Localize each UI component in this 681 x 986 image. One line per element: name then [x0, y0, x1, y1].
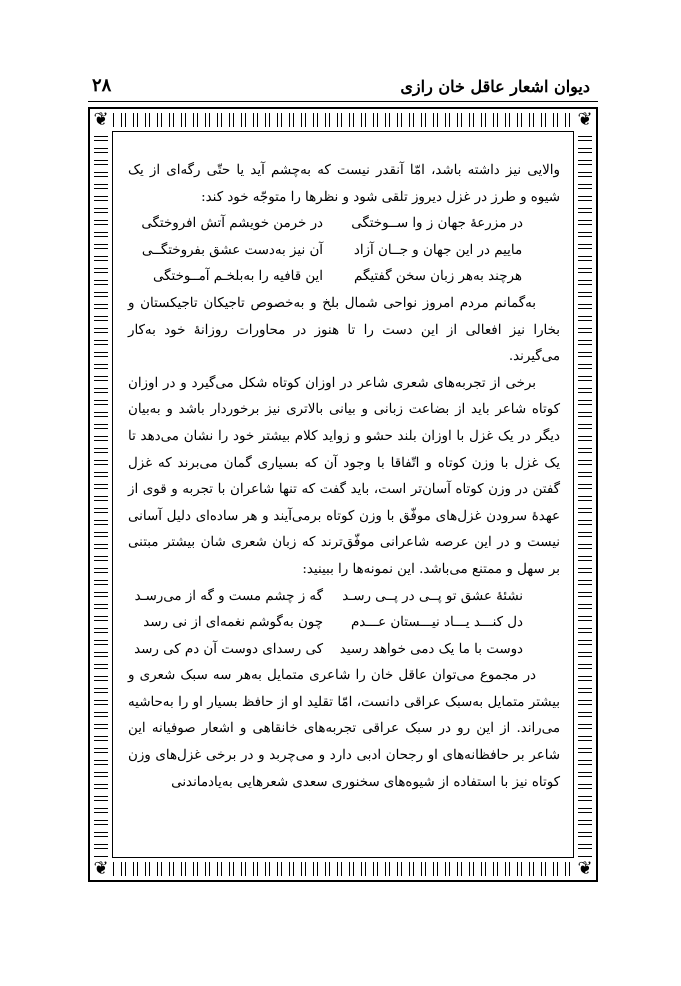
page-number: ۲۸ — [92, 75, 112, 96]
corner-ornament-icon: ❦ — [90, 109, 112, 131]
paragraph: برخی از تجربه‌های شعری شاعر در اوزان کوتاه شکل می‌گیرد و در اوزان کوتاه شاعر باید از بضاعت زبانی و بیانی بالاتری نیز برخوردار باشد و به‌بیان دیگر در یک غزل با اوزان بلند حشو و زواید کلام بیشتر خود را نشان می‌دهد تا یک غزل با وزن کوتاه و اتّفاقا با وجود آن که بسیاری گمان می‌برند که غزل گفتن در وزن کوتاه آسان‌تر است، باید گفت که تنها شاعران با تجربه و قوی از عهدهٔ سرودن غزل‌های موفّق با وزن کوتاه برمی‌آیند و هر ساده‌ای دلیل آسانی نیست و در این عرصه شاعرانی موفّق‌ترند که زبان شعری شان بیشتر مبتنی بر سهل و ممتنع می‌باشد. این نمونه‌ها را ببینید: — [128, 375, 560, 577]
corner-ornament-icon: ❦ — [574, 109, 596, 131]
border-right-ornament — [578, 113, 592, 876]
corner-ornament-icon: ❦ — [574, 858, 596, 880]
border-bottom-ornament — [94, 862, 592, 876]
page-body — [128, 158, 560, 796]
paragraph: والایی نیز داشته باشد، امّا آنقدر نیست که به‌چشم آید یا حتّی رگه‌ای از یک شیوه و طرز در غزل دیروز تلقی شود و نظرها را متوجّه خود کند: — [128, 163, 560, 205]
hemistich: کی رسدای دوست آن دم کی رسد — [134, 641, 323, 657]
hemistich: ماییم در این جهان و جــان آزاد — [353, 242, 523, 258]
border-left-ornament — [94, 113, 108, 876]
book-title: دیوان اشعار عاقل خان رازی — [400, 77, 590, 96]
paragraph: در مجموع می‌توان عاقل خان را شاعری متمایل به‌هر سه سبک شعری و بیشتر متمایل به‌سبک عراقی دانست، امّا تقلید او از حافظ بسیار او را به‌حاشیه می‌راند. از این رو در سبک عراقی تجربه‌های خانقاهی و اشعار صوفیانه این شاعر بر حافظانه‌های او رجحان ادبی دارد و می‌چربد و در برخی غزل‌های وزن کوتاه نیز با استفاده از شیوه‌های سخنوری سعدی شعرهایی به‌یادماندنی — [128, 668, 560, 790]
hemistich: نشئهٔ عشق تو پــی در پــی رسـد — [342, 588, 523, 604]
hemistich: هرچند به‌هر زبان سخن گفتیگم — [354, 269, 522, 285]
verse-line — [128, 264, 560, 291]
verse-line — [128, 238, 560, 265]
hemistich: دل کنـــد یـــاد نیـــستان عـــدم — [351, 615, 523, 631]
border-top-ornament — [94, 113, 592, 127]
hemistich: دوست با ما یک دمی خواهد رسید — [339, 641, 523, 657]
verse-line — [128, 637, 560, 664]
verse-line — [128, 610, 560, 637]
hemistich: چون به‌گوشم نغمه‌ای از نی رسد — [143, 615, 323, 631]
running-header — [88, 75, 598, 102]
hemistich: در خرمن خویشم آتش افروختگی — [141, 216, 323, 232]
paragraph: به‌گمانم مردم امروز نواحی شمال بلخ و به‌خصوص تاجیکان تاجیکستان و بخارا نیز افعالی از این دست را تا هنوز در محاورات روزانهٔ خود به‌کار می‌گیرند. — [128, 295, 560, 365]
verse-line — [128, 211, 560, 238]
hemistich: گه ز چشم مست و گه از می‌رسـد — [134, 588, 323, 604]
hemistich: آن نیز به‌دست عشق بفروختگــی — [141, 242, 323, 258]
hemistich: در مزرعهٔ جهان ز وا ســوختگی — [351, 216, 523, 232]
hemistich: این قافیه را به‌بلخـم آمــوختگی — [152, 269, 323, 285]
corner-ornament-icon: ❦ — [90, 858, 112, 880]
verse-line — [128, 584, 560, 611]
